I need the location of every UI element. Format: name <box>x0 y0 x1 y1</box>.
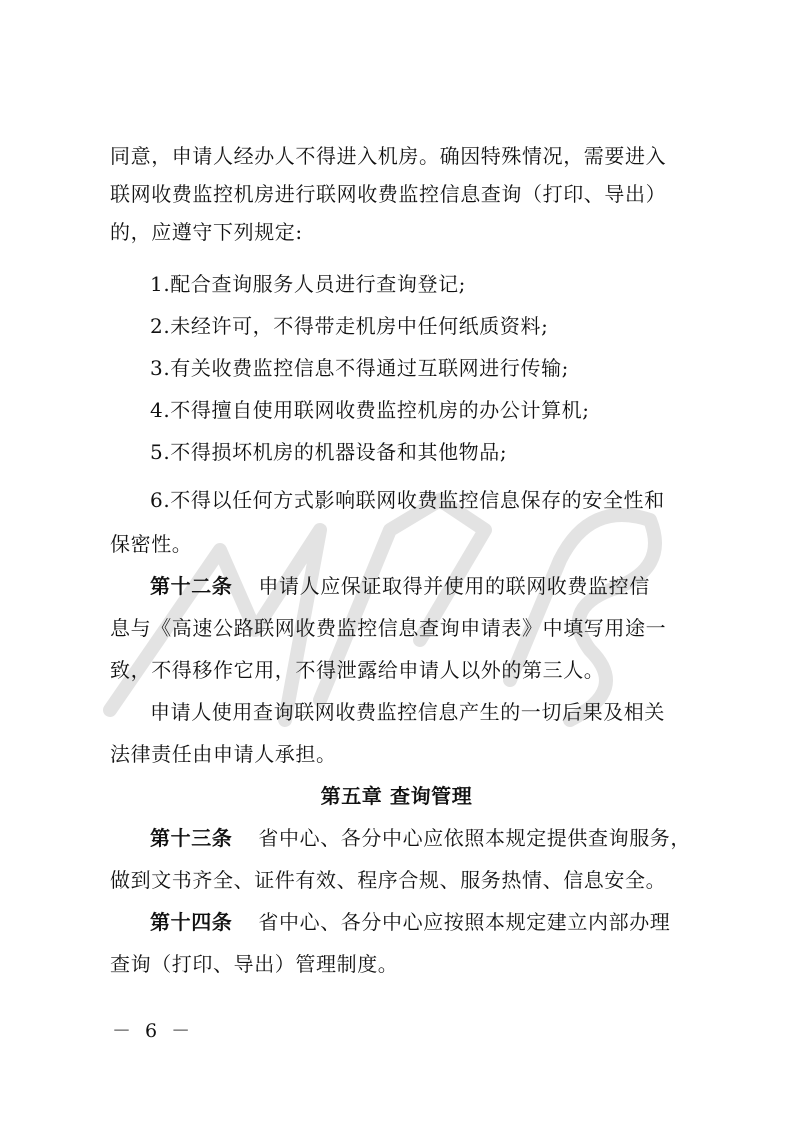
article-13-line-1 <box>150 824 690 852</box>
article-12-line-1 <box>150 572 690 600</box>
rule-item-2: 2.未经许可，不得带走机房中任何纸质资料; <box>150 314 549 338</box>
body-line-3: 的，应遵守下列规定: <box>110 220 303 244</box>
article-14-line-2: 查询（打印、导出）管理制度。 <box>110 952 399 976</box>
page-number: － 6 － <box>112 1020 195 1042</box>
article-12-heading: 第十二条 <box>150 574 233 598</box>
body-line-1: 同意，申请人经办人不得进入机房。确因特殊情况，需要进入 <box>110 144 667 168</box>
paragraph-line-1: 申请人使用查询联网收费监控信息产生的一切后果及相关 <box>150 700 665 724</box>
rule-item-1: 1.配合查询服务人员进行查询登记; <box>150 272 467 296</box>
article-14-heading: 第十四条 <box>150 910 233 934</box>
body-line-2: 联网收费监控机房进行联网收费监控信息查询（打印、导出） <box>110 182 667 206</box>
paragraph-line-2: 法律责任由申请人承担。 <box>110 742 337 766</box>
article-12-text-1: 申请人应保证取得并使用的联网收费监控信 <box>258 574 650 598</box>
article-12-line-3: 致，不得移作它用，不得泄露给申请人以外的第三人。 <box>110 658 605 682</box>
article-13-heading: 第十三条 <box>150 826 233 850</box>
article-13-text-1: 省中心、各分中心应依照本规定提供查询服务， <box>258 826 692 850</box>
rule-item-4: 4.不得擅自使用联网收费监控机房的办公计算机; <box>150 398 590 422</box>
article-13-line-2: 做到文书齐全、证件有效、程序合规、服务热情、信息安全。 <box>110 868 667 892</box>
article-14-text-1: 省中心、各分中心应按照本规定建立内部办理 <box>258 910 671 934</box>
chapter-title: 第五章 查询管理 <box>320 784 473 808</box>
article-12-line-2: 息与《高速公路联网收费监控信息查询申请表》中填写用途一 <box>110 616 667 640</box>
rule-item-6: 6.不得以任何方式影响联网收费监控信息保存的安全性和 <box>150 488 665 512</box>
rule-item-3: 3.有关收费监控信息不得通过互联网进行传输; <box>150 356 570 380</box>
rule-item-6-continued: 保密性。 <box>110 532 193 556</box>
article-14-line-1 <box>150 908 690 936</box>
rule-item-5: 5.不得损坏机房的机器设备和其他物品; <box>150 440 508 464</box>
